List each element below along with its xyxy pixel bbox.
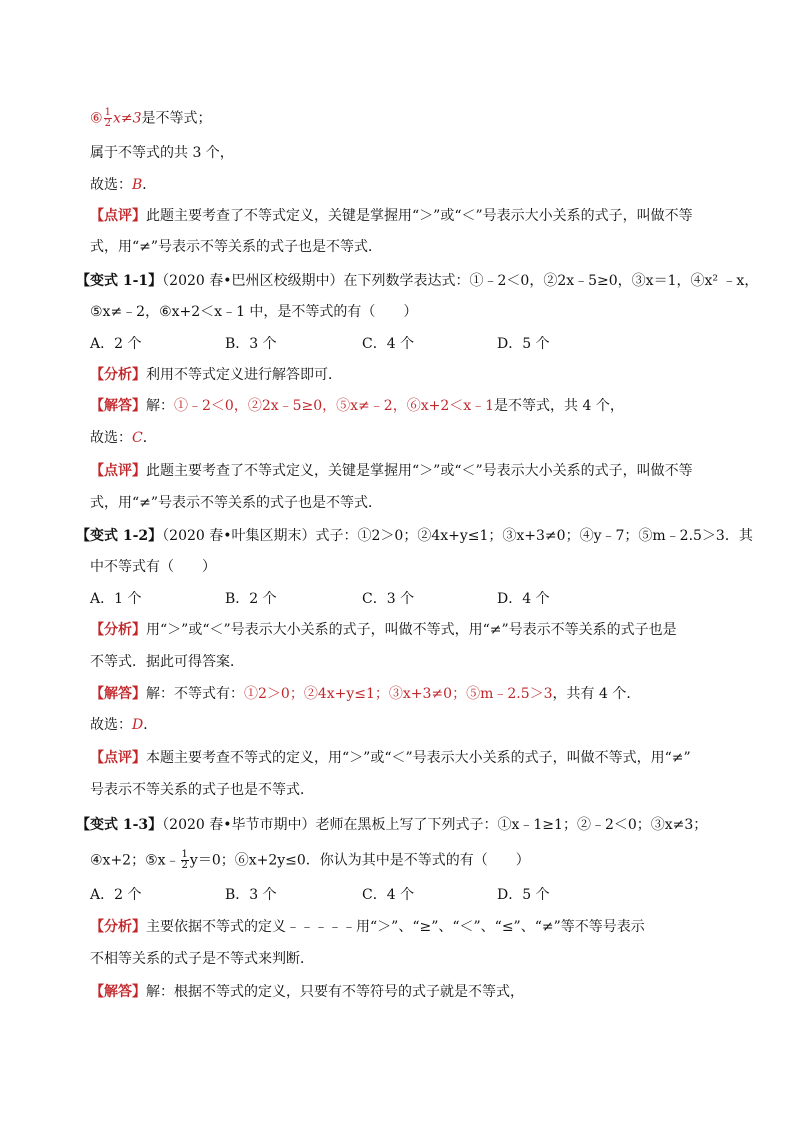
answer-tag: 【解答】	[90, 984, 146, 1000]
variant-1-3-question: 【变式 1-3】（2020 春•毕节市期中）老师在黑板上写了下列式子：①x﹣1≥1；②﹣2＜0；③x≠3；	[76, 817, 708, 833]
answer-line: 【解答】解：根据不等式的定义，只要有不等符号的式子就是不等式，	[90, 984, 524, 1000]
analysis-tag: 【分析】	[90, 367, 146, 383]
option-b: B．3 个	[225, 887, 277, 903]
item6-fraction: $\frac{1}{2}$	[104, 107, 111, 129]
analysis-tag: 【分析】	[90, 919, 146, 935]
fraction: $\frac{1}{2}$	[181, 849, 188, 871]
answer-line: 【解答】解：①﹣2＜0，②2x﹣5≥0，⑤x≠﹣2，⑥x+2＜x﹣1是不等式，共 4 个，	[90, 398, 624, 414]
variant-1-1-question: 【变式 1-1】（2020 春•巴州区校级期中）在下列数学表达式：①﹣2＜0，②2x﹣5≥0，③x＝1，④x² ﹣x，	[76, 273, 759, 289]
analysis-line: 【分析】利用不等式定义进行解答即可．	[90, 367, 342, 383]
option-a: A．1 个	[90, 591, 142, 607]
comment-line: 【点评】此题主要考查了不等式定义，关键是掌握用“＞”或“＜”号表示大小关系的式子，叫做不等	[90, 208, 693, 224]
comment-line-2: 式，用“≠”号表示不等关系的式子也是不等式．	[90, 495, 383, 511]
answer-line: 【解答】解：不等式有：①2＞0；②4x+y≤1；③x+3≠0；⑤m﹣2.5＞3，共有 4 个．	[90, 686, 641, 702]
variant-tag: 【变式 1-2】	[76, 528, 163, 544]
option-c: C．3 个	[362, 591, 415, 607]
comment-tag: 【点评】	[90, 463, 146, 479]
choose-line: 故选：C．	[90, 430, 157, 446]
comment-line-2: 号表示不等关系的式子也是不等式．	[90, 782, 314, 798]
option-d: D．4 个	[497, 591, 550, 607]
comment-line: 【点评】此题主要考查了不等式定义，关键是掌握用“＞”或“＜”号表示大小关系的式子，叫做不等	[90, 463, 693, 479]
comment-line: 【点评】本题主要考查不等式的定义，用“＞”或“＜”号表示大小关系的式子，叫做不等式，用“≠”	[90, 750, 691, 766]
count-line: 属于不等式的共 3 个，	[90, 145, 234, 161]
option-b: B．2 个	[225, 591, 277, 607]
variant-tag: 【变式 1-3】	[76, 817, 163, 833]
item6-expression: x≠3	[112, 110, 142, 127]
item6-line	[90, 108, 211, 129]
answer-tag: 【解答】	[90, 398, 146, 414]
answer-expressions: ①﹣2＜0，②2x﹣5≥0，⑤x≠﹣2，⑥x+2＜x﹣1	[174, 398, 495, 414]
choose-answer: C	[132, 430, 143, 446]
choose-answer: D	[132, 717, 144, 733]
option-c: C．4 个	[362, 336, 415, 352]
variant-1-3-question-2: ④x+2；⑤x﹣ $\frac{1}{2}$ y＝0；⑥x+2y≤0．你认为其中是不等式的有（ ）	[90, 849, 530, 871]
option-d: D．5 个	[497, 336, 550, 352]
choose-answer: B	[132, 177, 143, 193]
analysis-line-2: 不等式．据此可得答案．	[90, 654, 244, 670]
option-a: A．2 个	[90, 887, 142, 903]
option-a: A．2 个	[90, 336, 142, 352]
choose-line: 故选：B．	[90, 177, 157, 193]
variant-tag: 【变式 1-1】	[76, 273, 163, 289]
option-d: D．5 个	[497, 887, 550, 903]
variant-1-1-question-2: ⑤x≠﹣2，⑥x+2＜x﹣1 中，是不等式的有（ ）	[90, 304, 418, 320]
variant-1-2-question-2: 中不等式有（ ）	[90, 559, 216, 575]
comment-line-2: 式，用“≠”号表示不等关系的式子也是不等式．	[90, 239, 383, 255]
choose-line: 故选：D．	[90, 717, 158, 733]
item6-circled-number: ⑥	[90, 110, 103, 127]
analysis-tag: 【分析】	[90, 622, 146, 638]
comment-tag: 【点评】	[90, 208, 146, 224]
answer-expressions: ①2＞0；②4x+y≤1；③x+3≠0；⑤m﹣2.5＞3	[244, 686, 553, 702]
comment-tag: 【点评】	[90, 750, 146, 766]
analysis-line: 【分析】主要依据不等式的定义﹣﹣﹣﹣﹣用“＞”、“≥”、“＜”、“≤”、“≠”等不等号表示	[90, 919, 645, 935]
variant-1-2-question: 【变式 1-2】（2020 春•叶集区期末）式子：①2＞0；②4x+y≤1；③x+3≠0；④y﹣7；⑤m﹣2.5＞3．其	[76, 528, 753, 544]
answer-tag: 【解答】	[90, 686, 146, 702]
option-c: C．4 个	[362, 887, 415, 903]
item6-text: 是不等式；	[141, 110, 212, 127]
analysis-line: 【分析】用“＞”或“＜”号表示大小关系的式子，叫做不等式，用“≠”号表示不等关系的式子也是	[90, 622, 677, 638]
analysis-line-2: 不相等关系的式子是不等式来判断．	[90, 951, 314, 967]
option-b: B．3 个	[225, 336, 277, 352]
